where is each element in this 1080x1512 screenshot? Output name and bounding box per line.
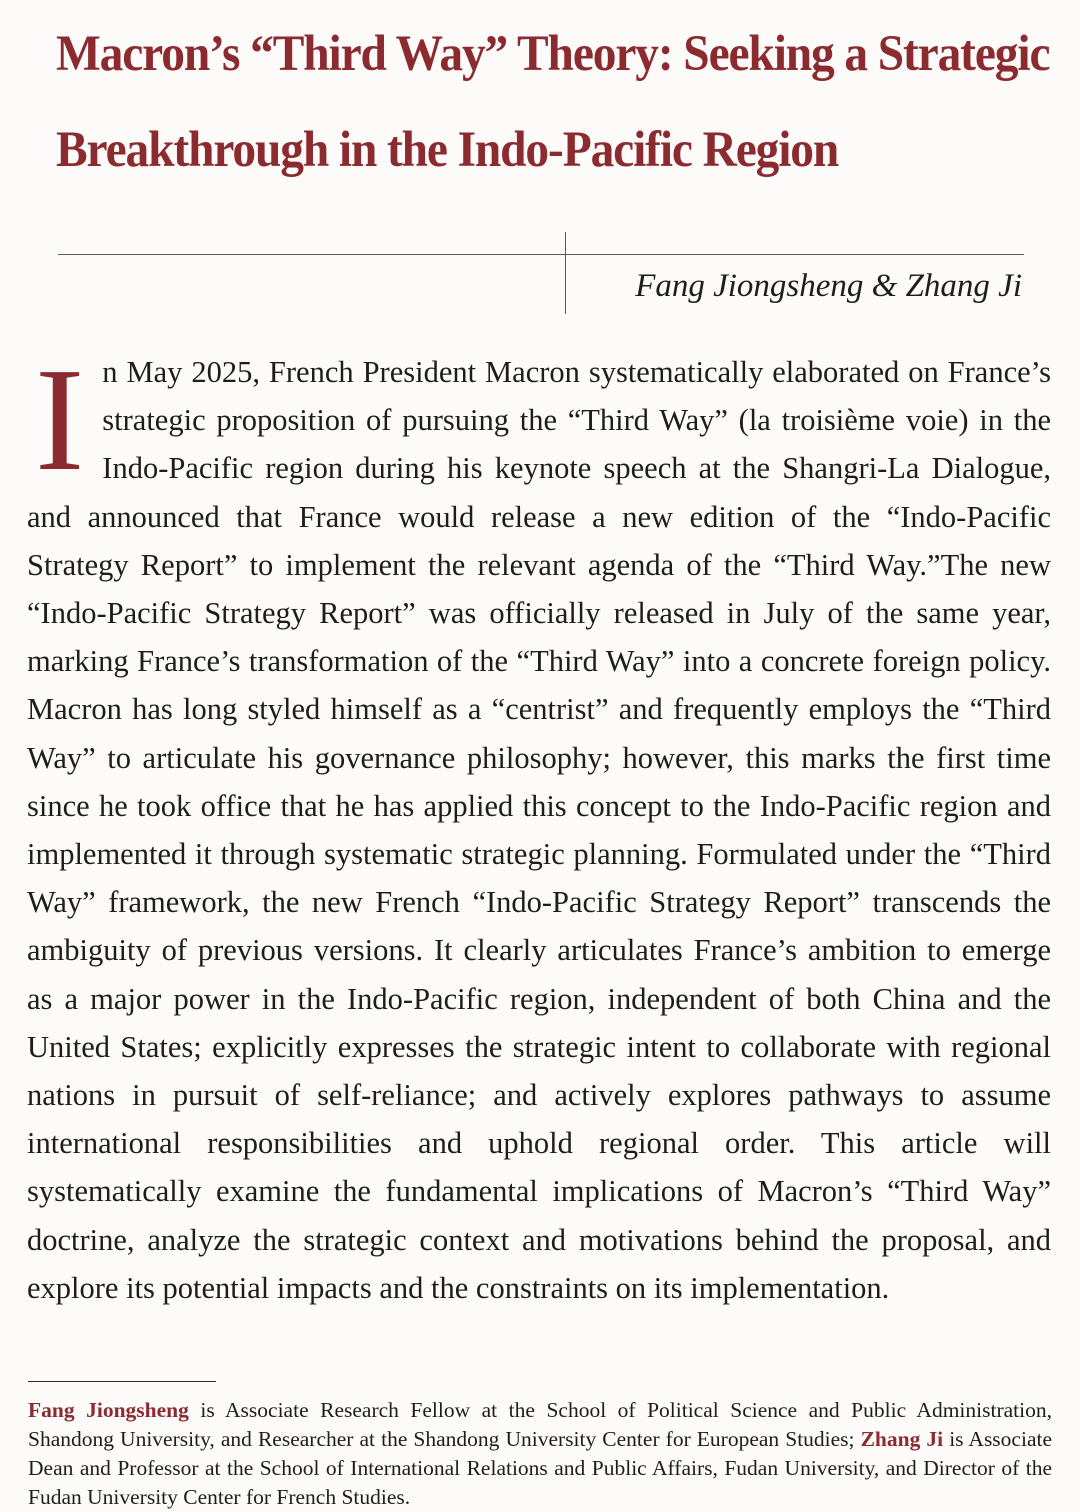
footnote-author-1-bio: is Associate Research Fellow at the School of Political Science and Public Administration, Shandong University, and Researcher at the Shandong University Center for European Studies; [28,1398,1052,1451]
drop-cap: I [35,338,85,502]
header-vertical-divider [565,232,566,314]
footnote-author-1-name: Fang Jiongsheng [28,1398,189,1422]
author-byline: Fang Jiongsheng & Zhang Ji [635,268,1022,304]
article-body [27,338,1051,1312]
body-text: n May 2025, French President Macron systematically elaborated on France’s strategic proposition of pursuing the “Third Way” (la troisième voie) in the Indo-Pacific region during his keynote speech at the Shangri-La Dialogue, and announced that France would release a new edition of the “Indo-Pacific Strategy Report” to implement the relevant agenda of the “Third Way.”The new “Indo-Pacific Strategy Report” was officially released in July of the same year, marking France’s transformation of the “Third Way” into a concrete foreign policy. Macron has long styled himself as a “centrist” and frequently employs the “Third Way” to articulate his governance philosophy; however, this marks the first time since he took office that he has applied this concept to the Indo-Pacific region and implemented it through systematic strategic planning. Formulated under the “Third Way” framework, the new French “Indo-Pacific Strategy Report” transcends the ambiguity of previous versions. It clearly articulates France’s ambition to emerge as a major power in the Indo-Pacific region, independent of both China and the United States; explicitly expresses the strategic intent to collaborate with regional nations in pursuit of self-reliance; and actively explores pathways to assume international responsibilities and uphold regional order. This article will systematically examine the fundamental implications of Macron’s “Third Way” doctrine, analyze the strategic context and motivations behind the proposal, and explore its potential impacts and the constraints on its implementation. [27,355,1051,1305]
title-line-2: Breakthrough in the Indo-Pacific Region [56,122,839,178]
footnote-author-2-bio: is Associate Dean and Professor at the School of International Relations and Public Affairs, Fudan University, and Director of the Fudan University Center for French Studies. [28,1427,1052,1509]
article-title [56,6,1050,198]
title-line-1: Macron’s “Third Way” Theory: Seeking a Strategic [56,26,1050,82]
footnote-author-2-name: Zhang Ji [860,1427,944,1451]
footnote-divider [28,1381,216,1382]
header-divider [58,254,1024,255]
author-footnote [28,1396,1052,1512]
